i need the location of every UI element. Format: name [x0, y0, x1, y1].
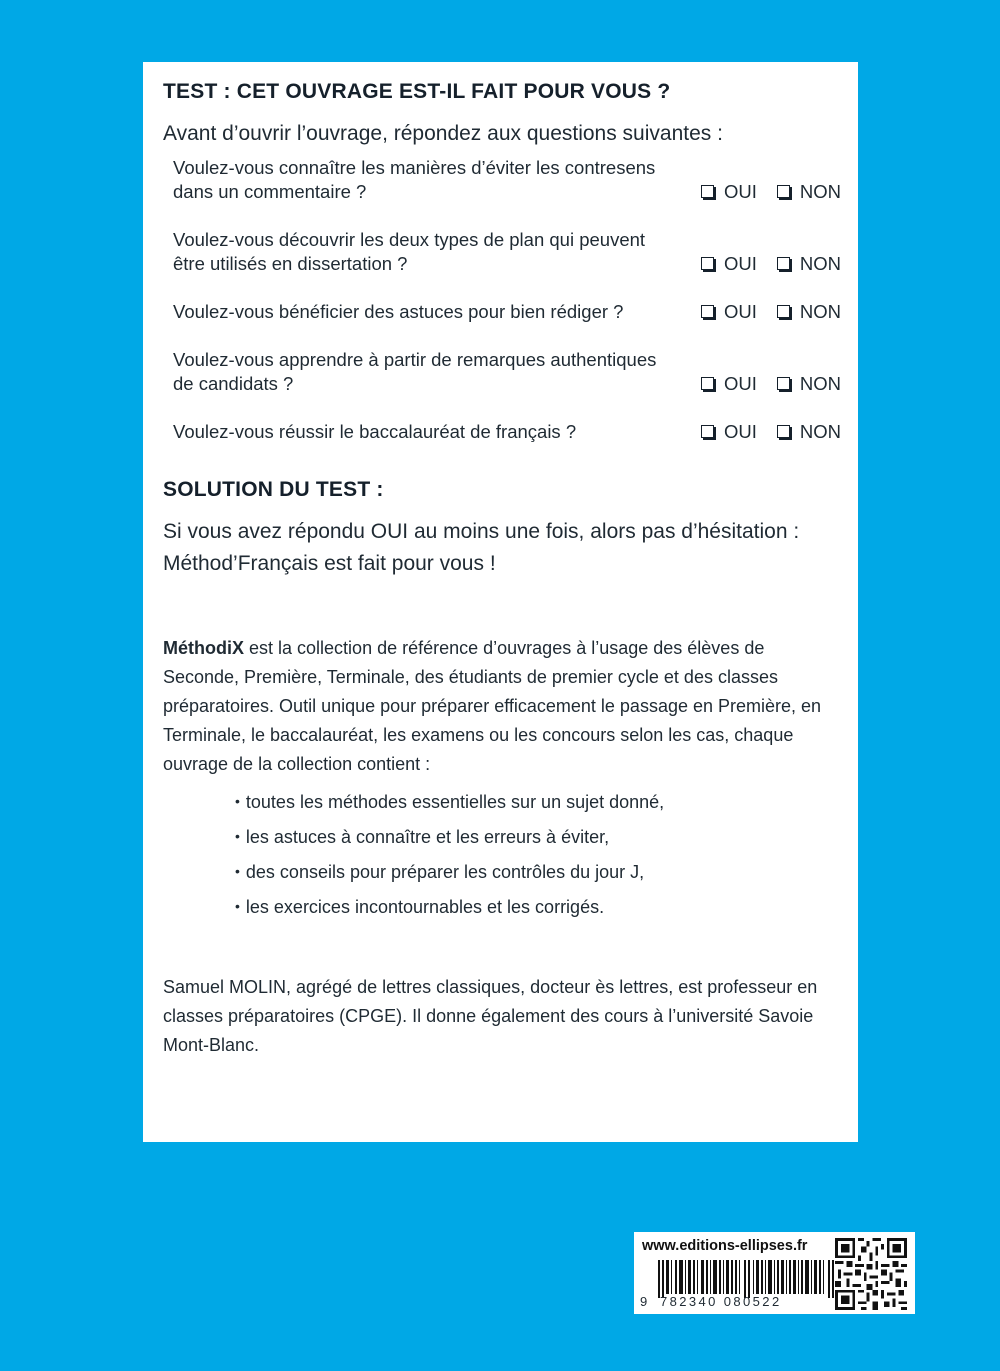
- checkbox-icon: [701, 305, 714, 318]
- answer-choices: [701, 372, 841, 396]
- list-item: • les astuces à connaître et les erreurs à éviter,: [235, 820, 838, 855]
- solution-title: SOLUTION DU TEST :: [163, 478, 384, 501]
- no-label: NON: [799, 373, 841, 394]
- no-checkbox[interactable]: [777, 252, 841, 276]
- solution-line-1: Si vous avez répondu OUI au moins une fois, alors pas d’hésitation :: [163, 520, 800, 543]
- list-item: • toutes les méthodes essentielles sur un sujet donné,: [235, 785, 838, 820]
- checkbox-icon: [777, 305, 790, 318]
- yes-label: OUI: [723, 301, 757, 322]
- barcode-area: [634, 1232, 915, 1314]
- question-text: Voulez-vous connaître les manières d’éviter les contresens dans un commentaire ?: [173, 157, 656, 202]
- answer-choices: [701, 420, 841, 444]
- list-item: • des conseils pour préparer les contrôles du jour J,: [235, 855, 838, 890]
- solution-line-2: Méthod’Français est fait pour vous !: [163, 552, 496, 575]
- no-checkbox[interactable]: [777, 372, 841, 396]
- checkbox-icon: [701, 185, 714, 198]
- yes-checkbox[interactable]: [701, 180, 757, 204]
- question-text: Voulez-vous bénéficier des astuces pour bien rédiger ?: [173, 301, 624, 322]
- yes-checkbox[interactable]: [701, 372, 757, 396]
- checkbox-icon: [777, 185, 790, 198]
- yes-checkbox[interactable]: [701, 252, 757, 276]
- answer-choices: [701, 252, 841, 276]
- checkbox-icon: [701, 377, 714, 390]
- question-row: [173, 156, 841, 204]
- no-checkbox[interactable]: [777, 420, 841, 444]
- collection-brand: MéthodiX: [163, 638, 244, 658]
- barcode-icon: [658, 1260, 838, 1298]
- question-text: Voulez-vous réussir le baccalauréat de français ?: [173, 421, 577, 442]
- yes-checkbox[interactable]: [701, 300, 757, 324]
- question-row: [173, 348, 841, 396]
- no-checkbox[interactable]: [777, 180, 841, 204]
- collection-text: est la collection de référence d’ouvrages à l’usage des élèves de Seconde, Première, Terminale, des étudiants de premier cycle et des classes préparatoires. Outil unique pour préparer efficacement le passage en Première, en Terminale, le baccalauréat, les examens ou les concours selon les cas, chaque ouvrage de la collection contient :: [163, 638, 822, 774]
- no-label: NON: [799, 421, 841, 442]
- yes-label: OUI: [723, 181, 757, 202]
- question-row: [173, 300, 841, 324]
- collection-contents-list: [235, 785, 838, 925]
- author-bio: Samuel MOLIN, agrégé de lettres classiques, docteur ès lettres, est professeur en classes préparatoires (CPGE). Il donne également des cours à l’université Savoie Mont-Blanc.: [163, 977, 818, 1055]
- answer-choices: [701, 300, 841, 324]
- checkbox-icon: [701, 257, 714, 270]
- yes-label: OUI: [723, 421, 757, 442]
- question-row: [173, 420, 841, 444]
- qr-code-icon[interactable]: [835, 1238, 907, 1310]
- test-intro: Avant d’ouvrir l’ouvrage, répondez aux questions suivantes :: [163, 122, 723, 145]
- checkbox-icon: [701, 425, 714, 438]
- no-label: NON: [799, 181, 841, 202]
- checkbox-icon: [777, 425, 790, 438]
- no-label: NON: [799, 301, 841, 322]
- yes-checkbox[interactable]: [701, 420, 757, 444]
- back-cover-panel: [143, 62, 858, 1142]
- collection-description: [163, 634, 838, 779]
- test-title: TEST : CET OUVRAGE EST-IL FAIT POUR VOUS ?: [163, 80, 671, 103]
- yes-label: OUI: [723, 253, 757, 274]
- isbn-prefix: 9: [640, 1294, 648, 1309]
- solution-text: [163, 516, 838, 580]
- checkbox-icon: [777, 257, 790, 270]
- no-checkbox[interactable]: [777, 300, 841, 324]
- list-item: • les exercices incontournables et les corrigés.: [235, 890, 838, 925]
- publisher-website[interactable]: www.editions-ellipses.fr: [642, 1238, 808, 1254]
- yes-label: OUI: [723, 373, 757, 394]
- question-text: Voulez-vous découvrir les deux types de plan qui peuvent être utilisés en dissertation ?: [173, 229, 646, 274]
- no-label: NON: [799, 253, 841, 274]
- checkbox-icon: [777, 377, 790, 390]
- question-row: [173, 228, 841, 276]
- isbn-number: 782340 080522: [660, 1294, 782, 1309]
- question-list: [173, 156, 841, 444]
- answer-choices: [701, 180, 841, 204]
- question-text: Voulez-vous apprendre à partir de remarques authentiques de candidats ?: [173, 349, 657, 394]
